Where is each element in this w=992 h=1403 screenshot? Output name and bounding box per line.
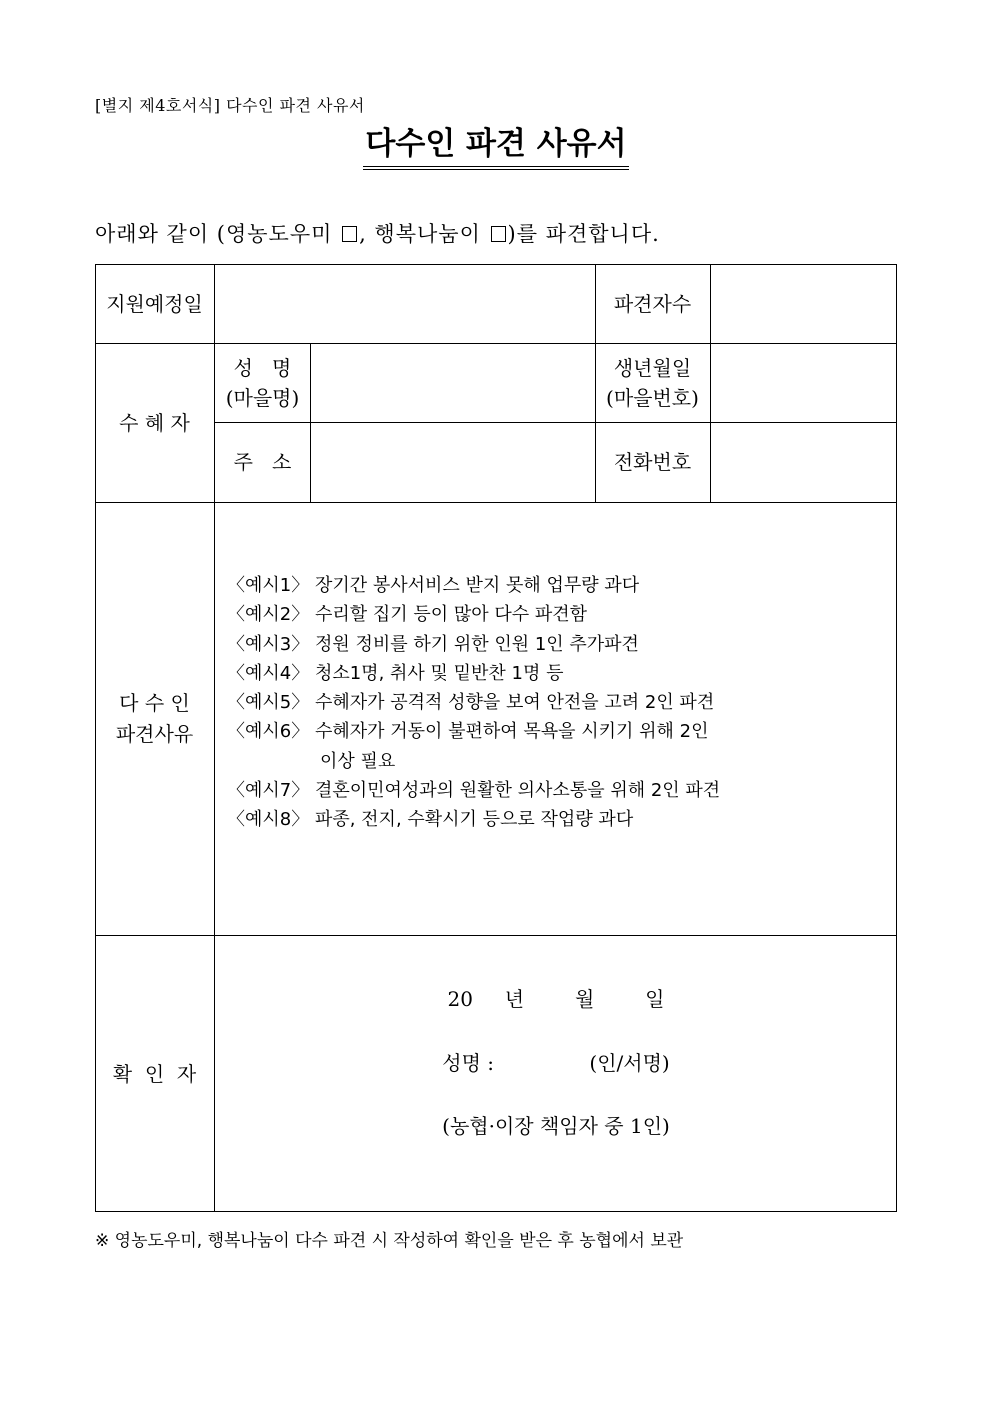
birth-label bbox=[595, 343, 710, 422]
intro-sentence bbox=[95, 218, 660, 248]
example-item: 〈예시5〉 수혜자가 공격적 성향을 보여 안전을 고려 2인 파견 bbox=[227, 692, 715, 714]
title-text: 다수인 파견 사유서 bbox=[363, 124, 628, 170]
address-field[interactable] bbox=[311, 422, 595, 502]
farm-helper-checkbox[interactable] bbox=[342, 226, 357, 242]
intro-middle: , 행복나눔이 bbox=[359, 222, 489, 246]
name-label-line2: (마을명) bbox=[225, 385, 300, 410]
row-divider bbox=[95, 502, 897, 503]
date-line[interactable]: 20 년 월 일 bbox=[447, 987, 665, 1011]
signature-line[interactable]: 성명 : (인/서명) bbox=[442, 1051, 670, 1075]
confirmer-label: 확 인 자 bbox=[112, 1061, 197, 1086]
intro-before: 아래와 같이 (영농도우미 bbox=[95, 222, 341, 246]
example-item-continuation: 이상 필요 bbox=[320, 750, 396, 772]
birth-label-line2: (마을번호) bbox=[606, 385, 699, 410]
name-field[interactable] bbox=[311, 343, 595, 422]
responsible-note: (농협·이장 책임자 중 1인) bbox=[442, 1114, 670, 1138]
dispatch-count-label: 파견자수 bbox=[613, 291, 692, 316]
support-date-field[interactable] bbox=[215, 264, 595, 343]
reason-label bbox=[95, 502, 214, 935]
phone-label: 전화번호 bbox=[613, 450, 692, 474]
intro-after: )를 파견합니다. bbox=[507, 222, 660, 246]
reason-examples[interactable] bbox=[227, 571, 720, 835]
happy-sharing-checkbox[interactable] bbox=[491, 226, 506, 242]
example-item: 〈예시6〉 수혜자가 거동이 불편하여 목욕을 시키기 위해 2인 bbox=[227, 721, 709, 743]
example-item: 〈예시2〉 수리할 집기 등이 많아 다수 파견함 bbox=[227, 604, 587, 626]
phone-field[interactable] bbox=[711, 422, 897, 502]
birth-label-line1: 생년월일 bbox=[613, 355, 692, 380]
birth-field[interactable] bbox=[711, 343, 897, 422]
name-label bbox=[215, 343, 310, 422]
name-label-line1: 성 명 bbox=[233, 355, 292, 380]
example-item: 〈예시1〉 장기간 봉사서비스 받지 못해 업무량 과다 bbox=[227, 575, 640, 596]
form-number-label: [별지 제4호서식] 다수인 파견 사유서 bbox=[95, 96, 365, 115]
row-divider bbox=[95, 935, 897, 936]
reason-label-line1: 다 수 인 bbox=[119, 690, 190, 715]
reason-label-line2: 파견사유 bbox=[115, 721, 194, 746]
example-item: 〈예시3〉 정원 정비를 하기 위한 인원 1인 추가파견 bbox=[227, 633, 639, 655]
footnote: ※ 영농도우미, 행복나눔이 다수 파견 시 작성하여 확인을 받은 후 농협에서 보관 bbox=[95, 1231, 684, 1251]
dispatch-count-field[interactable] bbox=[711, 264, 897, 343]
beneficiary-label: 수 혜 자 bbox=[119, 410, 190, 435]
example-item: 〈예시4〉 청소1명, 취사 및 밑반찬 1명 등 bbox=[227, 662, 564, 684]
dispatch-form-table bbox=[95, 264, 897, 1212]
document-title bbox=[0, 124, 992, 170]
address-label: 주 소 bbox=[233, 450, 292, 474]
example-item: 〈예시8〉 파종, 전지, 수확시기 등으로 작업량 과다 bbox=[227, 809, 634, 831]
example-item: 〈예시7〉 결혼이민여성과의 원활한 의사소통을 위해 2인 파견 bbox=[227, 780, 721, 802]
support-date-label: 지원예정일 bbox=[106, 291, 203, 316]
